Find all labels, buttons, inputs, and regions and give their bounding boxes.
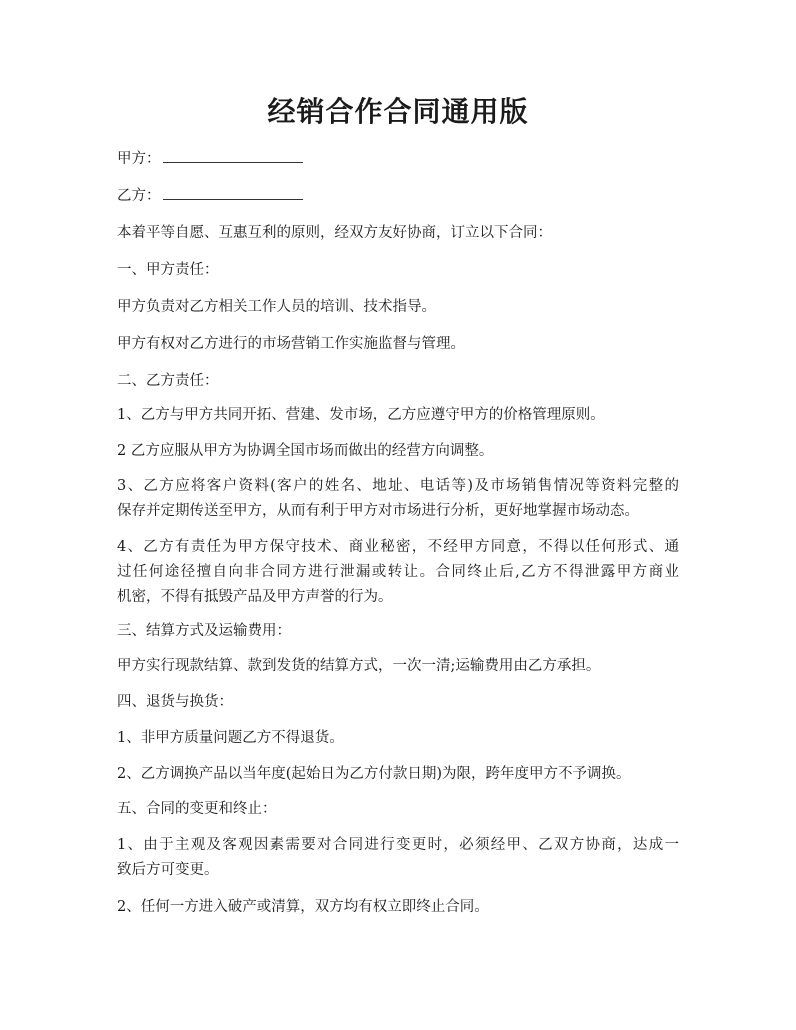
section-1-paragraph-2: 甲方有权对乙方进行的市场营销工作实施监督与管理。 — [117, 336, 465, 352]
section-2-paragraph-2: 2 乙方应服从甲方为协调全国市场而做出的经营方向调整。 — [117, 443, 494, 459]
section-2-paragraph-3-line-2: 保存并定期传送至甲方，从而有利于甲方对市场进行分析，更好地掌握市场动态。 — [117, 503, 639, 519]
section-5-paragraph-2: 2、任何一方进入破产或清算，双方均有权立即终止合同。 — [117, 899, 489, 915]
section-2-paragraph-4-line-2: 过任何途径擅自向非合同方进行泄漏或转让。合同终止后,乙方不得泄露甲方商业 — [117, 564, 679, 580]
section-3-paragraph-1: 甲方实行现款结算、款到发货的结算方式，一次一清;运输费用由乙方承担。 — [117, 658, 601, 674]
section-2-paragraph-4-line-1: 4、乙方有责任为甲方保守技术、商业秘密，不经甲方同意，不得以任何形式、通 — [117, 539, 679, 555]
preamble: 本着平等自愿、互惠互利的原则，经双方友好协商，订立以下合同： — [117, 225, 552, 241]
party-a-blank — [163, 148, 303, 163]
section-1-paragraph-1: 甲方负责对乙方相关工作人员的培训、技术指导。 — [117, 299, 436, 315]
party-a-line — [117, 147, 679, 172]
document-title: 经销合作合同通用版 — [267, 95, 529, 128]
section-2-heading: 二、乙方责任： — [117, 373, 219, 389]
party-b-label: 乙方： — [117, 188, 161, 204]
section-5-paragraph-1 — [117, 833, 679, 883]
section-1-heading: 一、甲方责任： — [117, 262, 219, 278]
section-2-paragraph-3 — [117, 474, 679, 524]
section-5-heading: 五、合同的变更和终止： — [117, 801, 277, 817]
section-2-paragraph-4 — [117, 535, 679, 610]
section-5-paragraph-1-line-2: 致后方可变更。 — [117, 862, 219, 878]
section-2-paragraph-3-line-1: 3、乙方应将客户资料(客户的姓名、地址、电话等)及市场销售情况等资料完整的 — [117, 478, 679, 494]
party-b-line — [117, 184, 679, 209]
section-3-heading: 三、结算方式及运输费用： — [117, 623, 291, 639]
section-4-paragraph-2: 2、乙方调换产品以当年度(起始日为乙方付款日期)为限，跨年度甲方不予调换。 — [117, 766, 631, 782]
party-b-blank — [163, 185, 303, 200]
section-2-paragraph-1: 1、乙方与甲方共同开拓、营建、发市场，乙方应遵守甲方的价格管理原则。 — [117, 407, 605, 423]
section-4-heading: 四、退货与换货： — [117, 694, 233, 710]
section-5-paragraph-1-line-1: 1、由于主观及客观因素需要对合同进行变更时，必须经甲、乙双方协商，达成一 — [117, 837, 679, 853]
section-2-paragraph-4-line-3: 机密，不得有抵毁产品及甲方声誉的行为。 — [117, 589, 393, 605]
party-a-label: 甲方： — [117, 151, 161, 167]
section-4-paragraph-1: 1、非甲方质量问题乙方不得退货。 — [117, 730, 344, 746]
